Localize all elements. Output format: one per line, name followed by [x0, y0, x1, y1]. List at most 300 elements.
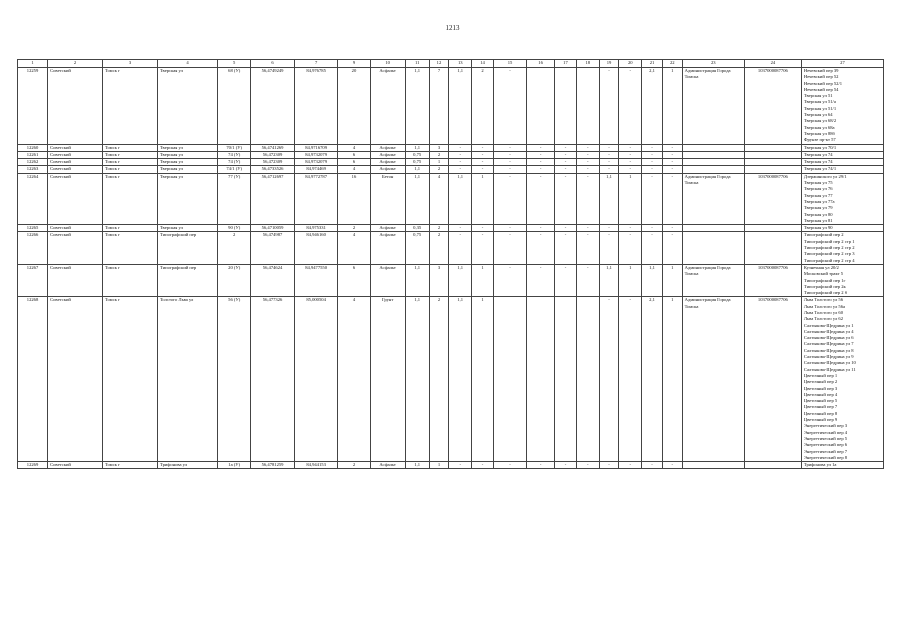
address-item: Типографский пер 2 стр 3	[803, 251, 855, 257]
address-item: Салтыкова-Щедрина ул 11	[803, 366, 856, 372]
column-header: 22	[662, 60, 682, 68]
table-cell: -	[662, 232, 682, 264]
table-cell	[682, 144, 744, 151]
column-header: 5	[218, 60, 251, 68]
table-cell: -	[555, 225, 577, 232]
table-cell	[744, 144, 801, 151]
table-cell	[576, 68, 599, 145]
column-header: 14	[472, 60, 494, 68]
table-cell: Советский	[48, 144, 103, 151]
address-list-cell	[801, 68, 883, 145]
address-list-cell	[801, 297, 883, 462]
table-cell: -	[642, 462, 663, 469]
table-cell: 2,1	[642, 297, 663, 462]
table-row	[18, 173, 884, 224]
table-cell: 1,1	[405, 264, 429, 296]
table-cell: Советский	[48, 159, 103, 166]
table-cell: Администрация Города Томска	[682, 297, 744, 462]
table-cell: -	[576, 173, 599, 224]
table-cell: -	[642, 166, 663, 173]
table-cell: -	[576, 144, 599, 151]
table-cell	[744, 166, 801, 173]
address-item: Энергетический пер 3	[803, 423, 848, 429]
address-item: Энергетический пер 5	[803, 435, 848, 441]
table-cell: Бетон	[370, 173, 405, 224]
table-cell: -	[662, 166, 682, 173]
address-item: Типографский пер 1г	[803, 277, 846, 283]
table-cell	[744, 225, 801, 232]
table-cell: 56,472309	[251, 151, 295, 158]
table-cell: 56,4710059	[251, 225, 295, 232]
address-item: Типографский пер 2 б	[803, 290, 848, 296]
table-cell: 1	[619, 264, 642, 296]
table-cell: 1,1	[405, 144, 429, 151]
table-cell: 1,1	[449, 173, 472, 224]
table-cell: -	[449, 225, 472, 232]
table-cell: -	[619, 462, 642, 469]
table-cell: 84,9772787	[294, 173, 338, 224]
page-number: 1213	[445, 24, 460, 32]
address-list-cell	[801, 462, 883, 469]
address-item: Цветочный пер 5	[803, 398, 838, 404]
address-item: Кузнечная ул 20/2	[803, 264, 839, 270]
table-cell: -	[599, 151, 619, 158]
table-cell: 6	[338, 159, 370, 166]
address-item: Салтыкова-Щедрина ул 1	[803, 322, 854, 328]
table-cell: Тверская ул	[157, 151, 217, 158]
table-cell: -	[662, 462, 682, 469]
column-header: 2	[48, 60, 103, 68]
table-cell: 56,474624	[251, 264, 295, 296]
table-cell: 84,975331	[294, 225, 338, 232]
address-item: Тверская ул 80	[803, 211, 833, 217]
address-item: Тверская ул 75	[803, 180, 833, 186]
table-cell: -	[619, 68, 642, 145]
table-cell: -	[576, 264, 599, 296]
table-cell: Советский	[48, 166, 103, 173]
column-header: 1	[18, 60, 48, 68]
address-item: Цветочный пер 4	[803, 391, 838, 397]
table-cell: 2	[338, 225, 370, 232]
table-cell: 84,9477550	[294, 264, 338, 296]
table-cell: -	[527, 232, 555, 264]
address-list-cell	[801, 264, 883, 296]
address-list-cell	[801, 144, 883, 151]
address-item: Тверская ул 88б	[803, 130, 835, 136]
table-cell: -	[555, 462, 577, 469]
column-header: 24	[744, 60, 801, 68]
table-cell: -	[493, 264, 526, 296]
table-cell: -	[555, 264, 577, 296]
table-cell: Томск г	[103, 151, 158, 158]
table-cell: 4	[338, 144, 370, 151]
table-cell: Советский	[48, 462, 103, 469]
table-cell: -	[642, 159, 663, 166]
table-cell: 74 (У)	[218, 151, 251, 158]
table-cell: -	[493, 173, 526, 224]
table-cell: 1	[429, 462, 449, 469]
table-cell: Томск г	[103, 144, 158, 151]
table-cell: 90 (У)	[218, 225, 251, 232]
table-cell: Тверская ул	[157, 225, 217, 232]
table-cell: 12263	[18, 166, 48, 173]
table-cell: 2	[429, 166, 449, 173]
table-cell	[682, 225, 744, 232]
table-cell: 1а (У)	[218, 462, 251, 469]
table-cell: -	[449, 159, 472, 166]
table-cell: Асфальт	[370, 68, 405, 145]
table-cell: Томск г	[103, 232, 158, 264]
table-cell: 20 (У)	[218, 264, 251, 296]
address-list-cell	[801, 232, 883, 264]
register-table	[17, 59, 884, 469]
table-cell	[555, 297, 577, 462]
column-header: 10	[370, 60, 405, 68]
table-cell	[682, 232, 744, 264]
address-item: Тверская ул 77а	[803, 198, 835, 204]
table-cell: 1,1	[642, 264, 663, 296]
table-cell: -	[493, 159, 526, 166]
column-header: 21	[642, 60, 663, 68]
table-cell: -	[493, 166, 526, 173]
table-cell: -	[449, 166, 472, 173]
table-cell: Советский	[48, 173, 103, 224]
table-cell: Толстого Льва ул	[157, 297, 217, 462]
table-cell: -	[576, 232, 599, 264]
table-cell: 0,35	[405, 225, 429, 232]
table-cell: -	[449, 462, 472, 469]
table-cell: -	[599, 144, 619, 151]
table-cell: 74 (У)	[218, 159, 251, 166]
table-cell: Типографский пер	[157, 232, 217, 264]
header-row	[18, 60, 884, 68]
table-cell: -	[662, 173, 682, 224]
table-cell: 2	[429, 225, 449, 232]
table-cell: Администрация Города Томска	[682, 173, 744, 224]
table-cell	[576, 297, 599, 462]
table-cell: 56,477326	[251, 297, 295, 462]
address-item: Тверская ул 51/а	[803, 99, 836, 105]
table-cell: 1,1	[449, 297, 472, 462]
column-header: 16	[527, 60, 555, 68]
column-header: 23	[682, 60, 744, 68]
table-cell: 1	[662, 68, 682, 145]
table-cell: -	[619, 144, 642, 151]
table-row	[18, 264, 884, 296]
address-item: Салтыкова-Щедрина ул 4	[803, 328, 854, 334]
table-cell: 2,1	[642, 68, 663, 145]
table-cell: 77 (У)	[218, 173, 251, 224]
table-cell: -	[527, 166, 555, 173]
table-cell: 1,1	[599, 264, 619, 296]
table-cell: -	[576, 159, 599, 166]
table-cell	[682, 166, 744, 173]
address-item: Тверская ул 51/1	[803, 105, 837, 111]
table-cell: -	[619, 225, 642, 232]
address-item: Тверская ул 70/1	[803, 144, 837, 150]
table-cell: -	[619, 166, 642, 173]
address-item: Салтыкова-Щедрина ул 7	[803, 341, 854, 347]
table-cell: 84,944153	[294, 462, 338, 469]
table-cell: 1,1	[405, 297, 429, 462]
address-item: Тверская ул 68/2	[803, 118, 837, 124]
table-cell: Асфальт	[370, 144, 405, 151]
table-cell: -	[472, 225, 494, 232]
table-cell: Советский	[48, 225, 103, 232]
table-cell: 3	[429, 144, 449, 151]
column-header: 12	[429, 60, 449, 68]
table-cell: Асфальт	[370, 264, 405, 296]
table-cell: -	[493, 232, 526, 264]
table-cell: -	[576, 166, 599, 173]
column-header: 13	[449, 60, 472, 68]
table-cell: -	[472, 151, 494, 158]
table-cell: Советский	[48, 68, 103, 145]
table-cell: Советский	[48, 151, 103, 158]
table-cell: -	[642, 173, 663, 224]
table-cell: 1,1	[599, 173, 619, 224]
address-item: Энергетический пер 7	[803, 448, 848, 454]
table-cell: Томск г	[103, 462, 158, 469]
address-item: Цветочный пер 8	[803, 410, 838, 416]
table-row	[18, 68, 884, 145]
table-cell: Томск г	[103, 264, 158, 296]
table-cell: 1	[472, 173, 494, 224]
table-cell	[527, 297, 555, 462]
address-item: Типографский пер 2 стр 4	[803, 257, 855, 263]
table-cell: -	[555, 166, 577, 173]
address-item: Салтыкова-Щедрина ул 6	[803, 335, 854, 341]
table-cell: 56,4733526	[251, 166, 295, 173]
table-cell: -	[662, 144, 682, 151]
column-header: 27	[801, 60, 883, 68]
table-cell: 68 (У)	[218, 68, 251, 145]
table-cell: 12261	[18, 151, 48, 158]
table-cell: 20	[338, 68, 370, 145]
table-cell: -	[493, 462, 526, 469]
address-item: Энергетический пер 6	[803, 442, 848, 448]
table-cell: 12259	[18, 68, 48, 145]
table-cell: -	[527, 462, 555, 469]
table-cell: -	[619, 159, 642, 166]
table-cell: -	[527, 264, 555, 296]
table-cell: 56,4781259	[251, 462, 295, 469]
table-cell: Тверская ул	[157, 144, 217, 151]
table-cell: 1037000087706	[744, 68, 801, 145]
table-cell: 4	[429, 173, 449, 224]
table-cell: -	[662, 151, 682, 158]
address-item: Тверская ул 79	[803, 205, 833, 211]
address-list-cell	[801, 166, 883, 173]
table-cell: -	[527, 225, 555, 232]
table-cell: 56,472309	[251, 159, 295, 166]
table-cell: Администрация Города Томска	[682, 68, 744, 145]
address-list-cell	[801, 225, 883, 232]
table-cell: 12264	[18, 173, 48, 224]
table-cell: 56,474987	[251, 232, 295, 264]
table-row	[18, 225, 884, 232]
table-cell: 12265	[18, 225, 48, 232]
table-cell	[744, 232, 801, 264]
table-cell	[682, 159, 744, 166]
table-cell: 1	[662, 264, 682, 296]
table-cell: Советский	[48, 297, 103, 462]
address-item: Тверская ул 74	[803, 159, 833, 165]
table-cell: 4	[338, 297, 370, 462]
table-cell: 56 (У)	[218, 297, 251, 462]
table-cell	[744, 462, 801, 469]
address-item: Энергетический пер 8	[803, 454, 848, 460]
table-cell: 84,9732079	[294, 151, 338, 158]
table-cell: -	[576, 151, 599, 158]
table-cell: -	[642, 225, 663, 232]
table-cell: 1,1	[449, 264, 472, 296]
column-header: 15	[493, 60, 526, 68]
table-cell: Тверская ул	[157, 166, 217, 173]
address-list-cell	[801, 159, 883, 166]
column-header: 9	[338, 60, 370, 68]
table-cell: Асфальт	[370, 166, 405, 173]
table-cell: 1037000087706	[744, 173, 801, 224]
table-cell: 2	[338, 462, 370, 469]
address-item: Цветочный пер 3	[803, 385, 838, 391]
address-item: Типографский пер 2 стр 1	[803, 238, 855, 244]
column-header: 7	[294, 60, 338, 68]
address-item: Тверская ул 74	[803, 151, 833, 157]
table-cell: -	[527, 173, 555, 224]
table-cell	[744, 159, 801, 166]
address-item: Фрунзе пр-кт 57	[803, 137, 836, 143]
table-cell: 2	[429, 297, 449, 462]
address-item: Московский тракт 5	[803, 271, 844, 277]
table-cell: 7	[429, 68, 449, 145]
table-cell: 0,75	[405, 151, 429, 158]
table-cell: -	[493, 144, 526, 151]
table-cell: Тверская ул	[157, 173, 217, 224]
address-item: Цветочный пер 9	[803, 417, 838, 423]
address-item: Тверская ул 51	[803, 93, 833, 99]
table-cell: 1	[429, 159, 449, 166]
table-cell	[527, 68, 555, 145]
table-cell: -	[599, 166, 619, 173]
address-item: Цветочный пер 2	[803, 379, 838, 385]
table-cell: 1,1	[405, 68, 429, 145]
table-cell: 56,4741269	[251, 144, 295, 151]
table-row	[18, 166, 884, 173]
table-cell: Асфальт	[370, 225, 405, 232]
address-item: Тверская ул 90	[803, 225, 833, 231]
table-cell: Томск г	[103, 297, 158, 462]
address-item: Нечевский пер 39	[803, 68, 839, 73]
column-header: 3	[103, 60, 158, 68]
table-cell: 1	[662, 297, 682, 462]
address-item: Льва Толстого ул 56	[803, 297, 843, 303]
address-item: Трифонова ул 1а	[803, 462, 837, 468]
table-cell: 1	[472, 297, 494, 462]
address-item: Дзержинского ул 29/1	[803, 173, 847, 179]
table-cell: -	[642, 144, 663, 151]
table-cell: 56,4749249	[251, 68, 295, 145]
table-cell: -	[449, 232, 472, 264]
table-cell: -	[527, 151, 555, 158]
table-cell: 1,1	[405, 462, 429, 469]
table-cell: Асфальт	[370, 159, 405, 166]
table-cell: 84,976785	[294, 68, 338, 145]
table-cell: 85,000504	[294, 297, 338, 462]
table-cell: Асфальт	[370, 151, 405, 158]
table-cell: 12267	[18, 264, 48, 296]
table-cell: -	[472, 166, 494, 173]
table-cell: -	[599, 68, 619, 145]
address-item: Салтыкова-Щедрина ул 9	[803, 354, 854, 360]
table-cell	[493, 297, 526, 462]
address-item: Льва Толстого ул 56а	[803, 303, 846, 309]
table-cell: 1,1	[405, 173, 429, 224]
table-cell: -	[472, 462, 494, 469]
table-cell: 12260	[18, 144, 48, 151]
table-cell: 0,75	[405, 159, 429, 166]
table-cell: Томск г	[103, 166, 158, 173]
table-cell: Томск г	[103, 68, 158, 145]
column-header: 11	[405, 60, 429, 68]
address-list-cell	[801, 151, 883, 158]
table-cell: 74/1 (У)	[218, 166, 251, 173]
table-cell: -	[472, 144, 494, 151]
table-cell: -	[555, 144, 577, 151]
address-item: Нечевский пер 54	[803, 86, 839, 92]
table-cell: -	[662, 225, 682, 232]
address-item: Типографский пер 2 стр 2	[803, 245, 855, 251]
table-row	[18, 144, 884, 151]
table-cell: 84,9732079	[294, 159, 338, 166]
table-cell: 84,9716709	[294, 144, 338, 151]
table-cell: 2	[429, 151, 449, 158]
address-item: Типографский пер 2к	[803, 283, 846, 289]
table-row	[18, 297, 884, 462]
column-header: 18	[576, 60, 599, 68]
table-cell: -	[527, 144, 555, 151]
address-item: Салтыкова-Щедрина ул 8	[803, 347, 854, 353]
table-cell: 70/1 (У)	[218, 144, 251, 151]
table-cell: Советский	[48, 232, 103, 264]
address-item: Льва Толстого ул 62	[803, 316, 843, 322]
column-header: 6	[251, 60, 295, 68]
table-cell: 2	[218, 232, 251, 264]
address-item: Тверская ул 64	[803, 112, 833, 118]
address-item: Цветочный пер 7	[803, 404, 838, 410]
table-cell: Трифонова ул	[157, 462, 217, 469]
address-item: Энергетический пер 4	[803, 429, 848, 435]
table-cell: 3	[429, 264, 449, 296]
table-cell: 6	[338, 151, 370, 158]
address-list-cell	[801, 173, 883, 224]
column-header: 4	[157, 60, 217, 68]
table-row	[18, 159, 884, 166]
table-cell: Томск г	[103, 173, 158, 224]
address-item: Льва Толстого ул 60	[803, 309, 843, 315]
table-cell: 1,1	[405, 166, 429, 173]
table-cell: -	[449, 144, 472, 151]
address-item: Тверская ул 68а	[803, 124, 835, 130]
table-row	[18, 151, 884, 158]
table-cell	[682, 151, 744, 158]
address-item: Цветочный пер 1	[803, 372, 838, 378]
table-cell: -	[599, 159, 619, 166]
table-cell	[682, 462, 744, 469]
table-cell: 84,974469	[294, 166, 338, 173]
column-header: 19	[599, 60, 619, 68]
table-cell: 1,1	[449, 68, 472, 145]
